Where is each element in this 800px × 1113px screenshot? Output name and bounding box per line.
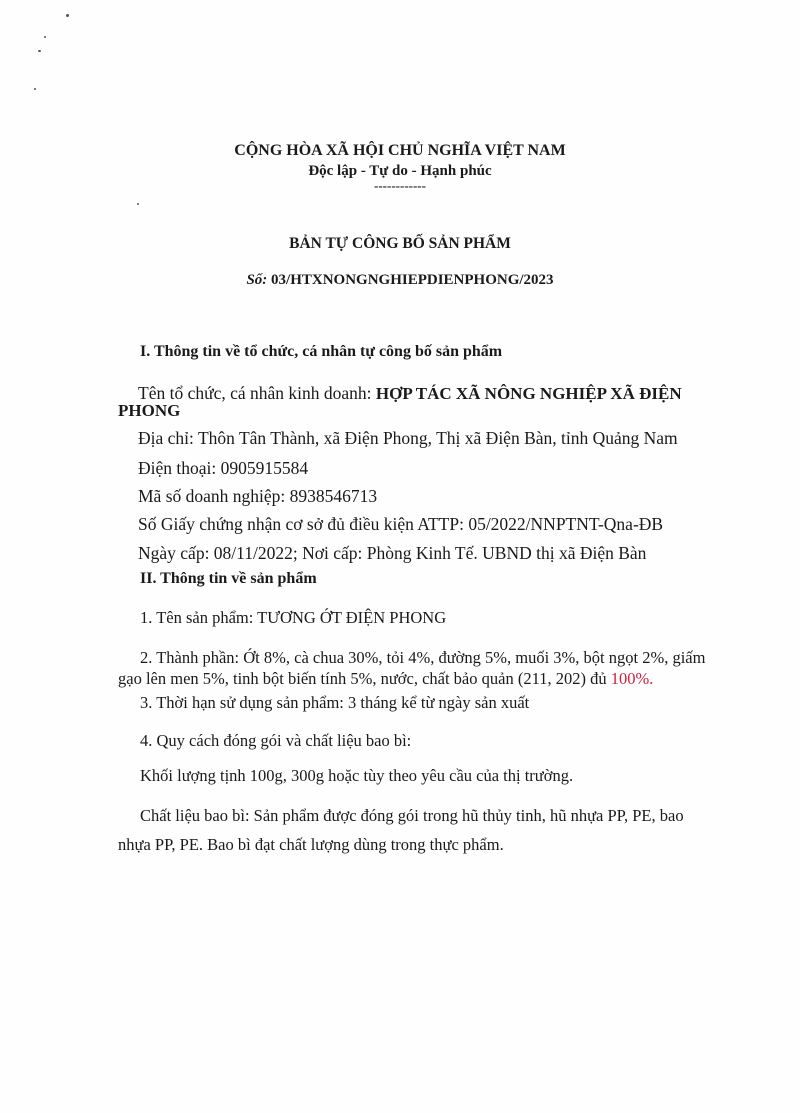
packaging-heading: 4. Quy cách đóng gói và chất liệu bao bì:	[140, 731, 412, 750]
issue-info: Ngày cấp: 08/11/2022; Nơi cấp: Phòng Kinh Tế. UBND thị xã Điện Bàn	[138, 543, 647, 563]
document-number	[0, 272, 800, 289]
tax-code: Mã số doanh nghiệp: 8938546713	[138, 486, 378, 506]
ingredients-line-1: 2. Thành phần: Ớt 8%, cà chua 30%, tỏi 4%, đường 5%, muối 3%, bột ngọt 2%, giấm	[140, 648, 706, 667]
ingredients-line-2	[118, 668, 690, 689]
packaging-line-1: Chất liệu bao bì: Sản phẩm được đóng gói trong hũ thủy tinh, hũ nhựa PP, PE, bao	[140, 806, 684, 825]
scan-speck	[38, 50, 41, 52]
nation-title: CỘNG HÒA XÃ HỘI CHỦ NGHĨA VIỆT NAM	[234, 142, 566, 159]
org-name: HỢP TÁC XÃ NÔNG NGHIỆP XÃ ĐIỆN	[375, 384, 682, 403]
org-name-line	[138, 383, 682, 404]
food-safety-certificate: Số Giấy chứng nhận cơ sở đủ điều kiện ATTP: 05/2022/NNPTNT-Qna-ĐB	[138, 514, 664, 534]
scan-speck	[44, 36, 46, 38]
net-weight: Khối lượng tịnh 100g, 300g hoặc tùy theo yêu cầu của thị trường.	[140, 766, 574, 785]
document-number-label: Số:	[246, 272, 268, 288]
scan-speck	[66, 14, 69, 17]
section1-heading: I. Thông tin về tổ chức, cá nhân tự công bố sản phẩm	[140, 343, 503, 360]
ingredients-total: 100%.	[610, 669, 654, 688]
scan-speck	[34, 88, 36, 90]
motto: Độc lập - Tự do - Hạnh phúc	[308, 163, 492, 179]
scan-speck	[137, 203, 139, 205]
ingredients	[118, 647, 706, 689]
document-number-value: 03/HTXNONGNGHIEPDIENPHONG/2023	[271, 272, 554, 288]
packaging-line-2: nhựa PP, PE. Bao bì đạt chất lượng dùng trong thực phẩm.	[118, 835, 504, 854]
shelf-life: 3. Thời hạn sử dụng sản phẩm: 3 tháng kể từ ngày sản xuất	[140, 693, 530, 712]
document-title: BẢN TỰ CÔNG BỐ SẢN PHẨM	[289, 235, 511, 252]
org-label: Tên tổ chức, cá nhân kinh doanh:	[138, 383, 372, 403]
section2-heading: II. Thông tin về sản phẩm	[140, 570, 317, 587]
org-name-continued: PHONG	[118, 401, 181, 420]
address: Địa chỉ: Thôn Tân Thành, xã Điện Phong, Thị xã Điện Bàn, tỉnh Quảng Nam	[138, 428, 678, 448]
header-separator: ------------	[374, 178, 426, 193]
product-name: 1. Tên sản phẩm: TƯƠNG ỚT ĐIỆN PHONG	[140, 608, 447, 627]
ingredients-line-2-text: gạo lên men 5%, tinh bột biến tính 5%, nước, chất bảo quản (211, 202) đủ	[118, 669, 607, 688]
phone: Điện thoại: 0905915584	[138, 458, 309, 478]
packaging-material	[118, 801, 690, 859]
